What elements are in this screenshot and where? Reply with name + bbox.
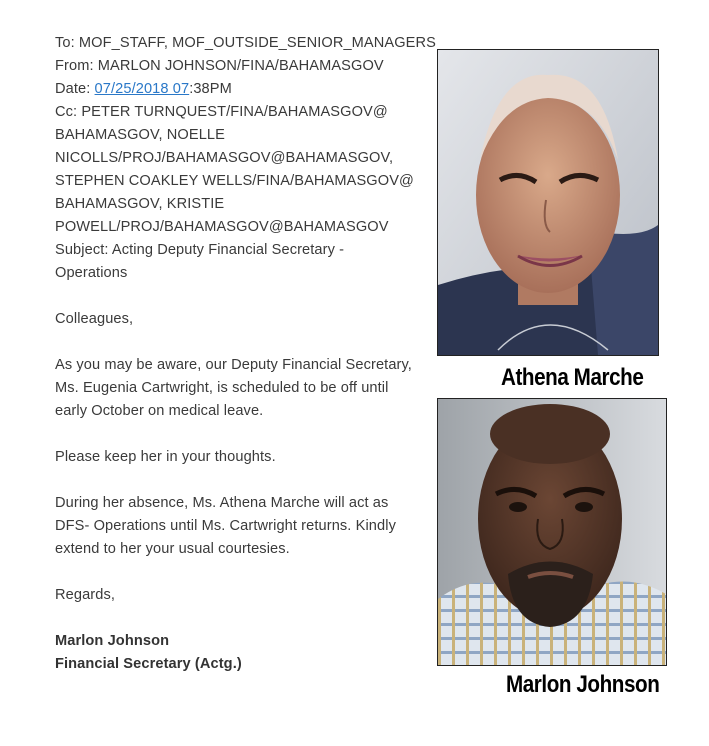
- email-header: [55, 32, 435, 285]
- paragraph-acting: [55, 492, 435, 561]
- cc-line: NICOLLS/PROJ/BAHAMASGOV@BAHAMASGOV,: [55, 150, 394, 166]
- marlon-portrait-image: [438, 399, 666, 665]
- paragraph-line: extend to her your usual courtesies.: [55, 541, 290, 557]
- paragraph-line: early October on medical leave.: [55, 403, 264, 419]
- signature-name: Marlon Johnson: [55, 633, 170, 649]
- greeting: Colleagues,: [55, 311, 134, 327]
- cc-line: Cc: PETER TURNQUEST/FINA/BAHAMASGOV@: [55, 104, 388, 120]
- paragraph-thoughts: Please keep her in your thoughts.: [55, 449, 276, 465]
- subject-line: Operations: [55, 265, 128, 281]
- paragraph-line: During her absence, Ms. Athena Marche will act as: [55, 495, 389, 511]
- date-suffix: :38PM: [189, 81, 232, 97]
- athena-caption: Athena Marche: [501, 364, 644, 391]
- marlon-johnson-photo: [437, 398, 667, 666]
- marlon-caption: Marlon Johnson: [506, 671, 660, 698]
- to-line: To: MOF_STAFF, MOF_OUTSIDE_SENIOR_MANAGERS: [55, 35, 436, 51]
- paragraph-line: DFS- Operations until Ms. Cartwright returns. Kindly: [55, 518, 396, 534]
- cc-line: BAHAMASGOV, KRISTIE: [55, 196, 225, 212]
- signature-title: Financial Secretary (Actg.): [55, 656, 242, 672]
- athena-marche-photo: [437, 49, 659, 356]
- paragraph-line: Ms. Eugenia Cartwright, is scheduled to be off until: [55, 380, 389, 396]
- athena-portrait-image: [438, 50, 658, 355]
- cc-line: POWELL/PROJ/BAHAMASGOV@BAHAMASGOV: [55, 219, 389, 235]
- date-link[interactable]: 07/25/2018 07: [94, 81, 190, 97]
- from-line: From: MARLON JOHNSON/FINA/BAHAMASGOV: [55, 58, 384, 74]
- paragraph-line: As you may be aware, our Deputy Financial Secretary,: [55, 357, 412, 373]
- signature: [55, 630, 435, 676]
- cc-line: BAHAMASGOV, NOELLE: [55, 127, 225, 143]
- subject-line: Subject: Acting Deputy Financial Secretary -: [55, 242, 345, 258]
- date-prefix: Date:: [55, 81, 95, 97]
- closing: Regards,: [55, 587, 116, 603]
- email-body: [55, 32, 435, 676]
- date-line: [55, 78, 435, 101]
- cc-line: STEPHEN COAKLEY WELLS/FINA/BAHAMASGOV@: [55, 173, 414, 189]
- paragraph-leave: [55, 354, 435, 423]
